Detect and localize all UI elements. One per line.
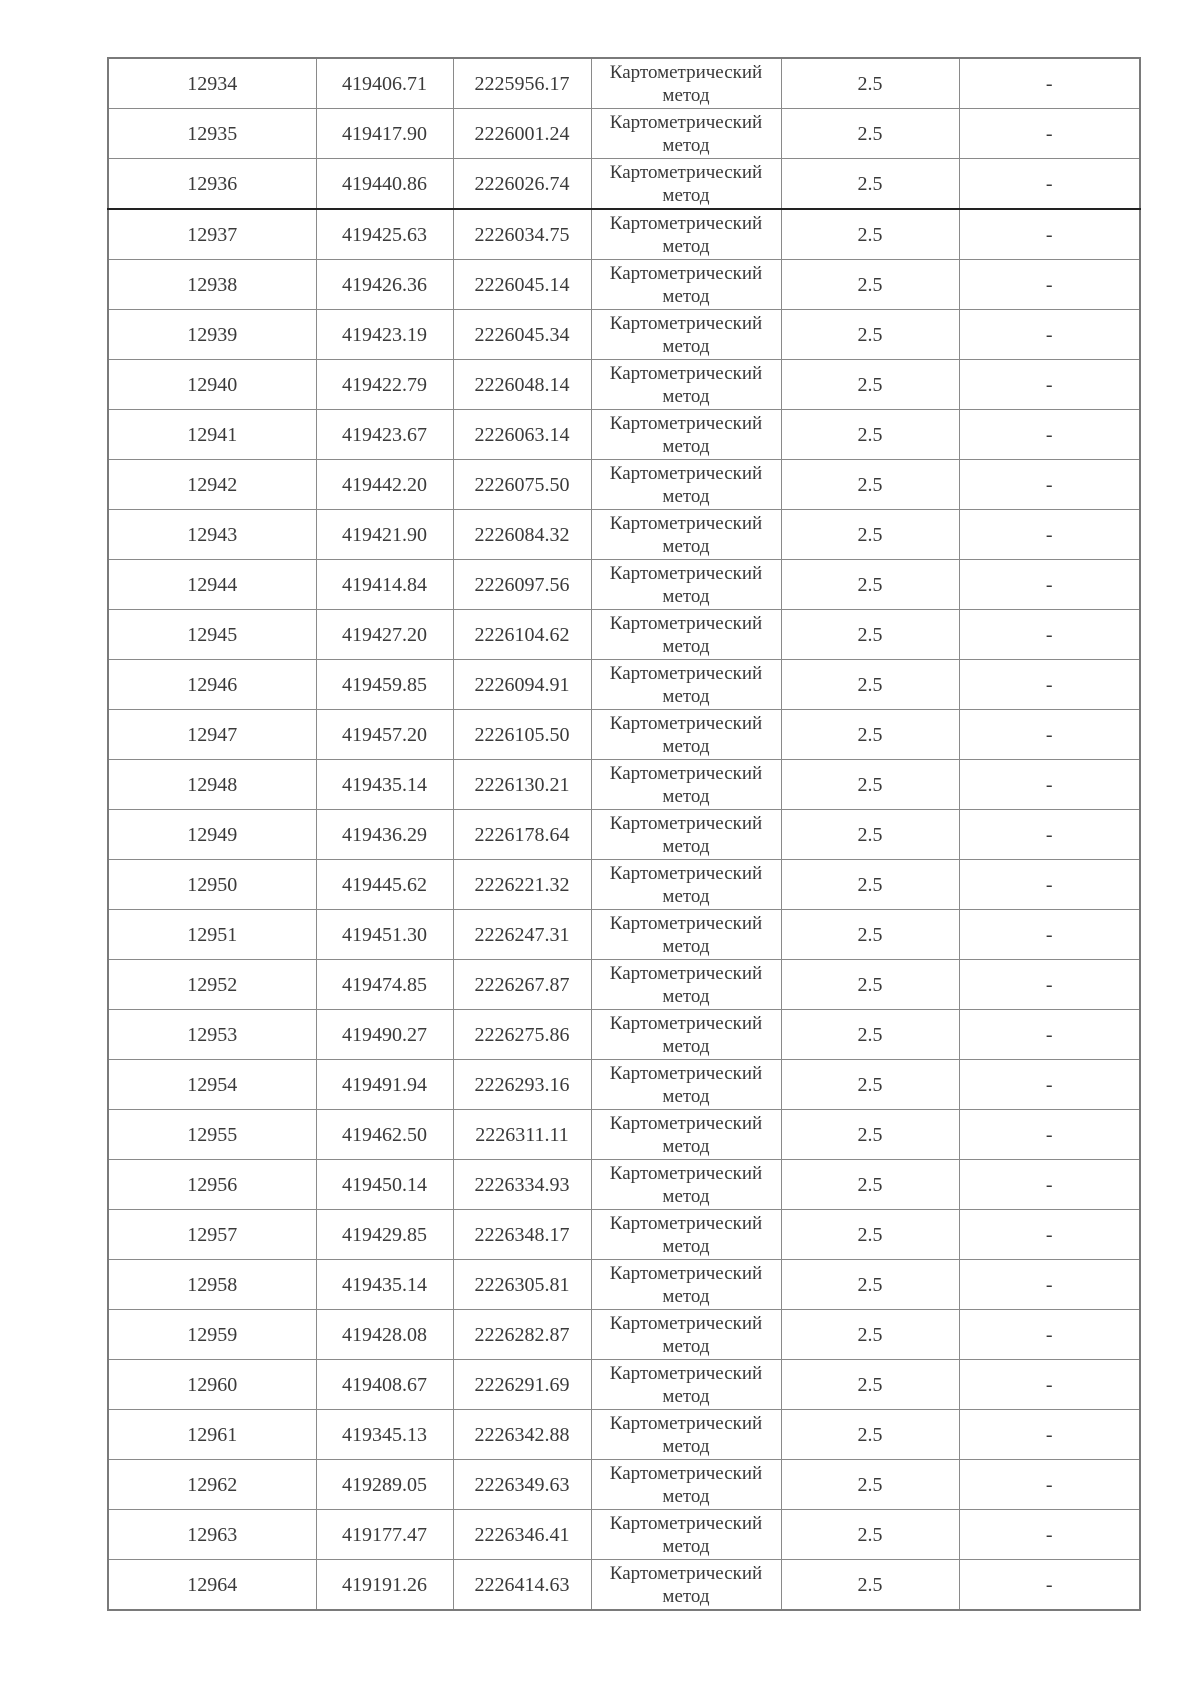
y-coordinate-cell: 2226275.86 (453, 1010, 591, 1060)
x-coordinate-cell: 419345.13 (316, 1410, 453, 1460)
point-number-cell: 12934 (108, 58, 316, 109)
method-cell: Картометрический метод (591, 910, 781, 960)
x-coordinate-cell: 419427.20 (316, 610, 453, 660)
note-cell: - (959, 760, 1140, 810)
table-row (108, 1010, 1140, 1060)
note-cell: - (959, 710, 1140, 760)
table-row (108, 610, 1140, 660)
x-coordinate-cell: 419459.85 (316, 660, 453, 710)
point-number-cell: 12944 (108, 560, 316, 610)
accuracy-cell: 2.5 (781, 1010, 959, 1060)
table-row (108, 660, 1140, 710)
accuracy-cell: 2.5 (781, 260, 959, 310)
table-row (108, 460, 1140, 510)
y-coordinate-cell: 2226045.34 (453, 310, 591, 360)
y-coordinate-cell: 2226097.56 (453, 560, 591, 610)
point-number-cell: 12937 (108, 209, 316, 260)
x-coordinate-cell: 419451.30 (316, 910, 453, 960)
note-cell: - (959, 410, 1140, 460)
y-coordinate-cell: 2226026.74 (453, 159, 591, 210)
y-coordinate-cell: 2226034.75 (453, 209, 591, 260)
x-coordinate-cell: 419414.84 (316, 560, 453, 610)
accuracy-cell: 2.5 (781, 760, 959, 810)
table-row (108, 1310, 1140, 1360)
table-row (108, 1410, 1140, 1460)
point-number-cell: 12956 (108, 1160, 316, 1210)
note-cell: - (959, 1360, 1140, 1410)
accuracy-cell: 2.5 (781, 710, 959, 760)
x-coordinate-cell: 419423.19 (316, 310, 453, 360)
x-coordinate-cell: 419406.71 (316, 58, 453, 109)
y-coordinate-cell: 2226001.24 (453, 109, 591, 159)
method-cell: Картометрический метод (591, 860, 781, 910)
accuracy-cell: 2.5 (781, 1060, 959, 1110)
note-cell: - (959, 1460, 1140, 1510)
point-number-cell: 12942 (108, 460, 316, 510)
point-number-cell: 12959 (108, 1310, 316, 1360)
accuracy-cell: 2.5 (781, 109, 959, 159)
x-coordinate-cell: 419435.14 (316, 1260, 453, 1310)
table-row (108, 58, 1140, 109)
note-cell: - (959, 460, 1140, 510)
accuracy-cell: 2.5 (781, 410, 959, 460)
method-cell: Картометрический метод (591, 109, 781, 159)
y-coordinate-cell: 2226247.31 (453, 910, 591, 960)
point-number-cell: 12961 (108, 1410, 316, 1460)
method-cell: Картометрический метод (591, 1060, 781, 1110)
accuracy-cell: 2.5 (781, 58, 959, 109)
x-coordinate-cell: 419428.08 (316, 1310, 453, 1360)
x-coordinate-cell: 419440.86 (316, 159, 453, 210)
accuracy-cell: 2.5 (781, 1110, 959, 1160)
point-number-cell: 12943 (108, 510, 316, 560)
x-coordinate-cell: 419422.79 (316, 360, 453, 410)
point-number-cell: 12960 (108, 1360, 316, 1410)
point-number-cell: 12955 (108, 1110, 316, 1160)
accuracy-cell: 2.5 (781, 660, 959, 710)
note-cell: - (959, 209, 1140, 260)
method-cell: Картометрический метод (591, 1410, 781, 1460)
accuracy-cell: 2.5 (781, 810, 959, 860)
method-cell: Картометрический метод (591, 1160, 781, 1210)
x-coordinate-cell: 419408.67 (316, 1360, 453, 1410)
point-number-cell: 12940 (108, 360, 316, 410)
x-coordinate-cell: 419426.36 (316, 260, 453, 310)
point-number-cell: 12938 (108, 260, 316, 310)
method-cell: Картометрический метод (591, 58, 781, 109)
x-coordinate-cell: 419421.90 (316, 510, 453, 560)
y-coordinate-cell: 2226348.17 (453, 1210, 591, 1260)
method-cell: Картометрический метод (591, 1260, 781, 1310)
point-number-cell: 12958 (108, 1260, 316, 1310)
accuracy-cell: 2.5 (781, 510, 959, 560)
x-coordinate-cell: 419417.90 (316, 109, 453, 159)
x-coordinate-cell: 419425.63 (316, 209, 453, 260)
x-coordinate-cell: 419191.26 (316, 1560, 453, 1611)
accuracy-cell: 2.5 (781, 1260, 959, 1310)
table-row (108, 910, 1140, 960)
y-coordinate-cell: 2226063.14 (453, 410, 591, 460)
accuracy-cell: 2.5 (781, 1410, 959, 1460)
note-cell: - (959, 1510, 1140, 1560)
accuracy-cell: 2.5 (781, 310, 959, 360)
y-coordinate-cell: 2226334.93 (453, 1160, 591, 1210)
y-coordinate-cell: 2226221.32 (453, 860, 591, 910)
note-cell: - (959, 109, 1140, 159)
y-coordinate-cell: 2226104.62 (453, 610, 591, 660)
x-coordinate-cell: 419442.20 (316, 460, 453, 510)
y-coordinate-cell: 2226282.87 (453, 1310, 591, 1360)
x-coordinate-cell: 419445.62 (316, 860, 453, 910)
accuracy-cell: 2.5 (781, 860, 959, 910)
note-cell: - (959, 58, 1140, 109)
point-number-cell: 12964 (108, 1560, 316, 1611)
accuracy-cell: 2.5 (781, 1310, 959, 1360)
x-coordinate-cell: 419450.14 (316, 1160, 453, 1210)
point-number-cell: 12957 (108, 1210, 316, 1260)
note-cell: - (959, 1260, 1140, 1310)
accuracy-cell: 2.5 (781, 1510, 959, 1560)
accuracy-cell: 2.5 (781, 159, 959, 210)
note-cell: - (959, 610, 1140, 660)
point-number-cell: 12946 (108, 660, 316, 710)
method-cell: Картометрический метод (591, 1560, 781, 1611)
method-cell: Картометрический метод (591, 560, 781, 610)
point-number-cell: 12950 (108, 860, 316, 910)
table-row (108, 410, 1140, 460)
y-coordinate-cell: 2226311.11 (453, 1110, 591, 1160)
point-number-cell: 12954 (108, 1060, 316, 1110)
note-cell: - (959, 1560, 1140, 1611)
x-coordinate-cell: 419177.47 (316, 1510, 453, 1560)
point-number-cell: 12935 (108, 109, 316, 159)
method-cell: Картометрический метод (591, 209, 781, 260)
method-cell: Картометрический метод (591, 1360, 781, 1410)
note-cell: - (959, 860, 1140, 910)
note-cell: - (959, 1010, 1140, 1060)
table-row (108, 960, 1140, 1010)
x-coordinate-cell: 419436.29 (316, 810, 453, 860)
accuracy-cell: 2.5 (781, 960, 959, 1010)
y-coordinate-cell: 2226346.41 (453, 1510, 591, 1560)
table-row (108, 1260, 1140, 1310)
method-cell: Картометрический метод (591, 760, 781, 810)
table-row (108, 1060, 1140, 1110)
table-row (108, 209, 1140, 260)
x-coordinate-cell: 419474.85 (316, 960, 453, 1010)
point-number-cell: 12951 (108, 910, 316, 960)
y-coordinate-cell: 2226130.21 (453, 760, 591, 810)
y-coordinate-cell: 2226293.16 (453, 1060, 591, 1110)
y-coordinate-cell: 2226291.69 (453, 1360, 591, 1410)
accuracy-cell: 2.5 (781, 460, 959, 510)
table-row (108, 810, 1140, 860)
table-row (108, 760, 1140, 810)
method-cell: Картометрический метод (591, 410, 781, 460)
accuracy-cell: 2.5 (781, 209, 959, 260)
y-coordinate-cell: 2226305.81 (453, 1260, 591, 1310)
x-coordinate-cell: 419457.20 (316, 710, 453, 760)
x-coordinate-cell: 419429.85 (316, 1210, 453, 1260)
x-coordinate-cell: 419490.27 (316, 1010, 453, 1060)
table-row (108, 159, 1140, 210)
table-row (108, 260, 1140, 310)
method-cell: Картометрический метод (591, 810, 781, 860)
method-cell: Картометрический метод (591, 159, 781, 210)
table-row (108, 1360, 1140, 1410)
point-number-cell: 12962 (108, 1460, 316, 1510)
note-cell: - (959, 810, 1140, 860)
method-cell: Картометрический метод (591, 1510, 781, 1560)
y-coordinate-cell: 2226414.63 (453, 1560, 591, 1611)
note-cell: - (959, 660, 1140, 710)
note-cell: - (959, 1110, 1140, 1160)
note-cell: - (959, 159, 1140, 210)
table-row (108, 860, 1140, 910)
point-number-cell: 12941 (108, 410, 316, 460)
accuracy-cell: 2.5 (781, 1460, 959, 1510)
note-cell: - (959, 1060, 1140, 1110)
method-cell: Картометрический метод (591, 510, 781, 560)
accuracy-cell: 2.5 (781, 360, 959, 410)
note-cell: - (959, 310, 1140, 360)
method-cell: Картометрический метод (591, 360, 781, 410)
y-coordinate-cell: 2225956.17 (453, 58, 591, 109)
point-number-cell: 12947 (108, 710, 316, 760)
accuracy-cell: 2.5 (781, 1560, 959, 1611)
table-row (108, 1460, 1140, 1510)
x-coordinate-cell: 419423.67 (316, 410, 453, 460)
accuracy-cell: 2.5 (781, 1160, 959, 1210)
note-cell: - (959, 360, 1140, 410)
method-cell: Картометрический метод (591, 460, 781, 510)
method-cell: Картометрический метод (591, 1460, 781, 1510)
x-coordinate-cell: 419462.50 (316, 1110, 453, 1160)
method-cell: Картометрический метод (591, 1010, 781, 1060)
y-coordinate-cell: 2226105.50 (453, 710, 591, 760)
method-cell: Картометрический метод (591, 610, 781, 660)
table-row (108, 510, 1140, 560)
method-cell: Картометрический метод (591, 1210, 781, 1260)
x-coordinate-cell: 419491.94 (316, 1060, 453, 1110)
y-coordinate-cell: 2226094.91 (453, 660, 591, 710)
accuracy-cell: 2.5 (781, 1210, 959, 1260)
table-row (108, 109, 1140, 159)
method-cell: Картометрический метод (591, 660, 781, 710)
accuracy-cell: 2.5 (781, 1360, 959, 1410)
y-coordinate-cell: 2226267.87 (453, 960, 591, 1010)
accuracy-cell: 2.5 (781, 610, 959, 660)
y-coordinate-cell: 2226342.88 (453, 1410, 591, 1460)
note-cell: - (959, 910, 1140, 960)
table-row (108, 1210, 1140, 1260)
table-row (108, 1560, 1140, 1611)
point-number-cell: 12945 (108, 610, 316, 660)
method-cell: Картометрический метод (591, 1310, 781, 1360)
method-cell: Картометрический метод (591, 710, 781, 760)
table-row (108, 310, 1140, 360)
method-cell: Картометрический метод (591, 1110, 781, 1160)
method-cell: Картометрический метод (591, 960, 781, 1010)
point-number-cell: 12949 (108, 810, 316, 860)
y-coordinate-cell: 2226048.14 (453, 360, 591, 410)
coordinates-table-body (108, 58, 1140, 1610)
note-cell: - (959, 560, 1140, 610)
point-number-cell: 12963 (108, 1510, 316, 1560)
point-number-cell: 12939 (108, 310, 316, 360)
point-number-cell: 12952 (108, 960, 316, 1010)
method-cell: Картометрический метод (591, 310, 781, 360)
table-row (108, 1510, 1140, 1560)
coordinates-table (107, 57, 1141, 1611)
x-coordinate-cell: 419435.14 (316, 760, 453, 810)
y-coordinate-cell: 2226349.63 (453, 1460, 591, 1510)
accuracy-cell: 2.5 (781, 910, 959, 960)
note-cell: - (959, 260, 1140, 310)
point-number-cell: 12948 (108, 760, 316, 810)
table-row (108, 560, 1140, 610)
note-cell: - (959, 960, 1140, 1010)
table-row (108, 1160, 1140, 1210)
note-cell: - (959, 510, 1140, 560)
y-coordinate-cell: 2226075.50 (453, 460, 591, 510)
method-cell: Картометрический метод (591, 260, 781, 310)
y-coordinate-cell: 2226045.14 (453, 260, 591, 310)
accuracy-cell: 2.5 (781, 560, 959, 610)
point-number-cell: 12953 (108, 1010, 316, 1060)
y-coordinate-cell: 2226178.64 (453, 810, 591, 860)
note-cell: - (959, 1160, 1140, 1210)
y-coordinate-cell: 2226084.32 (453, 510, 591, 560)
table-row (108, 710, 1140, 760)
table-row (108, 1110, 1140, 1160)
point-number-cell: 12936 (108, 159, 316, 210)
note-cell: - (959, 1410, 1140, 1460)
note-cell: - (959, 1210, 1140, 1260)
table-row (108, 360, 1140, 410)
note-cell: - (959, 1310, 1140, 1360)
x-coordinate-cell: 419289.05 (316, 1460, 453, 1510)
